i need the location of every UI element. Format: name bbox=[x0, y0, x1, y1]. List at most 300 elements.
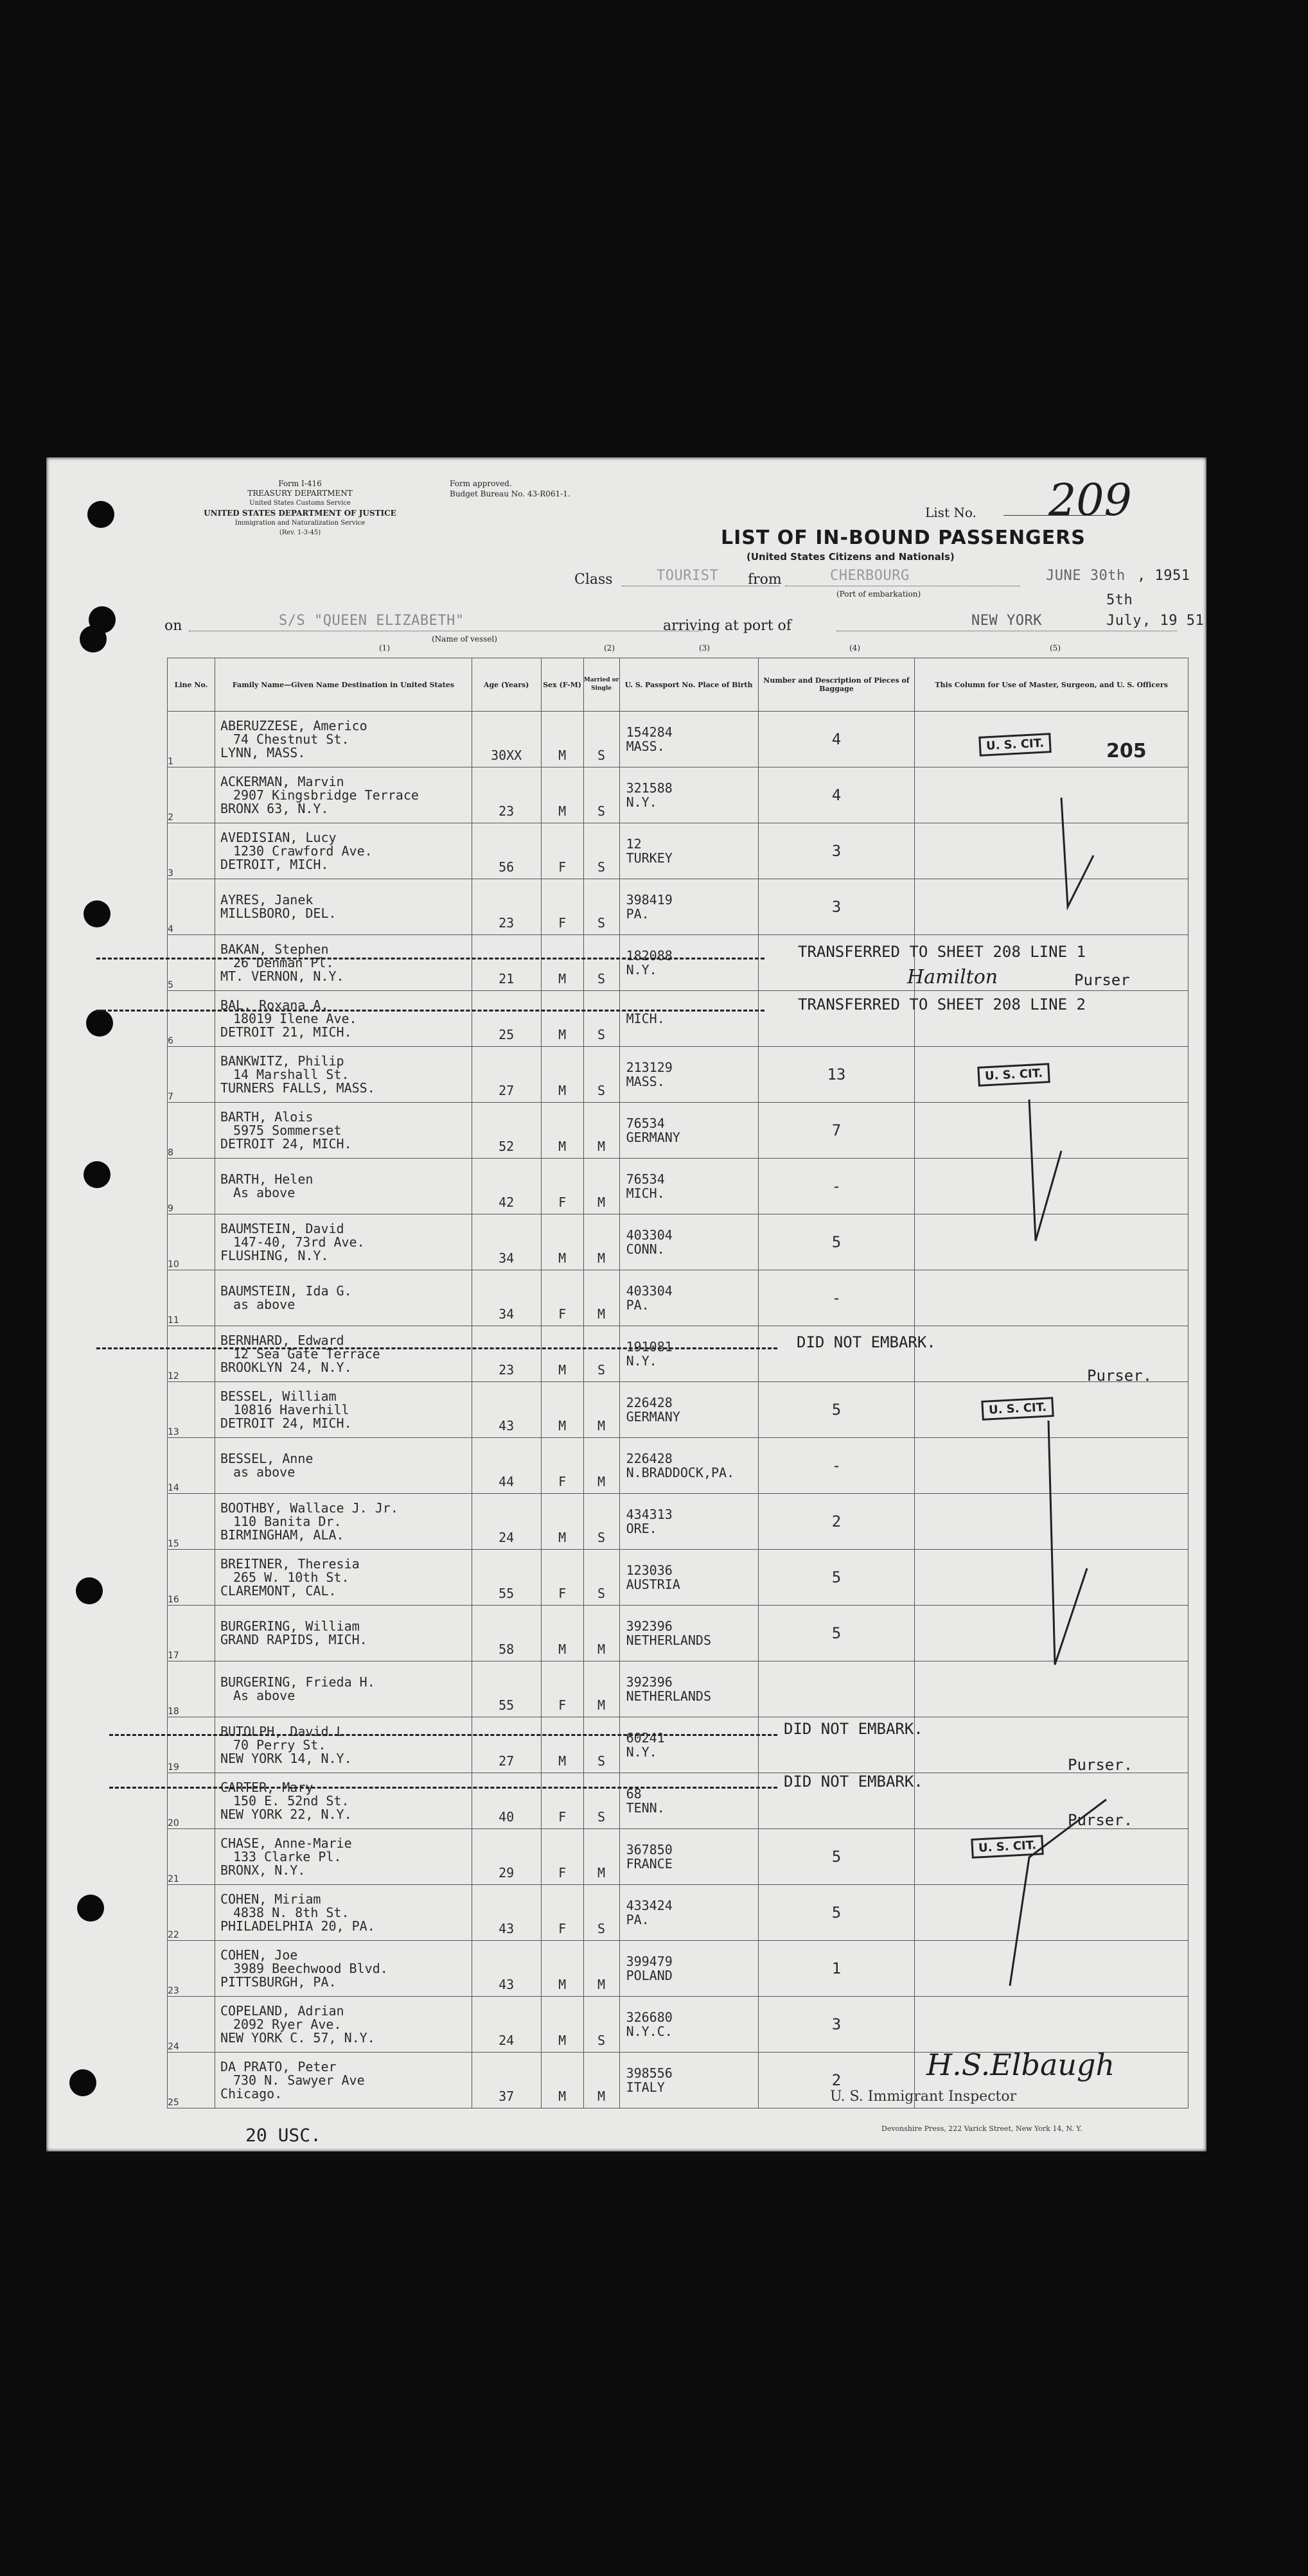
passport-birthplace bbox=[619, 1829, 758, 1885]
place-of-birth: TENN. bbox=[626, 1800, 665, 1816]
line-no bbox=[168, 1159, 215, 1214]
address-line-2: TURNERS FALLS, MASS. bbox=[220, 1080, 375, 1096]
line-number: 12 bbox=[168, 1371, 179, 1381]
header-sex: Sex (F-M) bbox=[541, 658, 583, 712]
passport-birthplace bbox=[619, 1270, 758, 1326]
line-number: 17 bbox=[168, 1651, 179, 1661]
punch-hole bbox=[87, 501, 114, 528]
on-label: on bbox=[164, 618, 182, 634]
name-destination bbox=[215, 991, 472, 1047]
marital-status: M bbox=[583, 1159, 619, 1214]
address-line-1: 12 Sea Gate Terrace bbox=[233, 1345, 380, 1362]
passenger-name: BURGERING, Frieda H. bbox=[220, 1674, 375, 1690]
name-destination bbox=[215, 1941, 472, 1997]
address-line-1: 133 Clarke Pl. bbox=[233, 1848, 342, 1864]
address-line-1: 2907 Kingsbridge Terrace bbox=[233, 787, 419, 803]
address-line-1: 18019 Ilene Ave. bbox=[233, 1010, 357, 1026]
header-officers: This Column for Use of Master, Surgeon, and U. S. Officers bbox=[915, 658, 1189, 712]
sex: F bbox=[541, 1159, 583, 1214]
from-label: from bbox=[748, 572, 782, 588]
passenger-name: CARTER, Mary bbox=[220, 1779, 314, 1795]
address-line-1: 110 Banita Dr. bbox=[233, 1513, 342, 1529]
place-of-birth: NETHERLANDS bbox=[626, 1688, 712, 1704]
arrival-year: , 19 51 bbox=[1142, 613, 1205, 629]
line-no bbox=[168, 1997, 215, 2053]
address-line-2: MT. VERNON, N.Y. bbox=[220, 968, 344, 984]
sex: F bbox=[541, 1829, 583, 1885]
address-line-2: DETROIT 24, MICH. bbox=[220, 1415, 352, 1431]
line-no bbox=[168, 1717, 215, 1773]
marital-status: S bbox=[583, 1717, 619, 1773]
place-of-birth: CONN. bbox=[626, 1241, 665, 1257]
budget-bureau: Budget Bureau No. 43-R061-1. bbox=[450, 489, 570, 498]
did-not-embark-19: DID NOT EMBARK. bbox=[784, 1720, 923, 1738]
treasury-dept: TREASURY DEPARTMENT bbox=[247, 489, 353, 498]
age: 30XX bbox=[472, 712, 541, 767]
passport-birthplace bbox=[619, 1438, 758, 1494]
passenger-name: BAUMSTEIN, David bbox=[220, 1220, 344, 1236]
passenger-name: BESSEL, William bbox=[220, 1388, 337, 1404]
place-of-birth: MASS. bbox=[626, 1074, 665, 1089]
address-line-2: DETROIT, MICH. bbox=[220, 856, 329, 872]
header-baggage: Number and Description of Pieces of Baggage bbox=[758, 658, 915, 712]
address-line-1: 150 E. 52nd St. bbox=[233, 1792, 349, 1809]
passport-number: 226428 bbox=[626, 1395, 673, 1410]
purser-label-19: Purser. bbox=[1068, 1756, 1133, 1774]
col-num-5: (5) bbox=[1050, 644, 1061, 653]
line-no bbox=[168, 2053, 215, 2108]
age: 56 bbox=[472, 823, 541, 879]
line-no bbox=[168, 1103, 215, 1159]
arrival-month: July bbox=[1106, 613, 1142, 629]
passenger-name: AVEDISIAN, Lucy bbox=[220, 829, 337, 845]
passport-number: 399479 bbox=[626, 1954, 673, 1969]
line-no bbox=[168, 935, 215, 991]
marital-status: S bbox=[583, 1047, 619, 1103]
address-line-1: 730 N. Sawyer Ave bbox=[233, 2072, 365, 2088]
passport-birthplace bbox=[619, 1997, 758, 2053]
passport-number: 60241 bbox=[626, 1730, 665, 1746]
baggage-count: - bbox=[758, 1438, 915, 1494]
passport-birthplace bbox=[619, 1773, 758, 1829]
line-number: 14 bbox=[168, 1483, 179, 1493]
address-line-2: MILLSBORO, DEL. bbox=[220, 906, 337, 921]
name-destination bbox=[215, 712, 472, 767]
passport-birthplace bbox=[619, 1717, 758, 1773]
place-of-birth: PA. bbox=[626, 1912, 650, 1927]
sex: F bbox=[541, 879, 583, 935]
line-no bbox=[168, 1326, 215, 1382]
place-of-birth: MICH. bbox=[626, 1011, 665, 1026]
form-approved: Form approved. bbox=[450, 479, 512, 488]
age: 29 bbox=[472, 1829, 541, 1885]
baggage-count: 5 bbox=[758, 1885, 915, 1941]
age: 43 bbox=[472, 1382, 541, 1438]
passenger-name: BREITNER, Theresia bbox=[220, 1555, 360, 1572]
sex: M bbox=[541, 1382, 583, 1438]
strike-line-6 bbox=[96, 1010, 764, 1012]
list-no-label: List No. bbox=[925, 505, 977, 520]
address-line-2: BROOKLYN 24, N.Y. bbox=[220, 1359, 352, 1375]
arrival-day: 5th bbox=[1106, 592, 1133, 608]
passport-number: 398419 bbox=[626, 892, 673, 907]
name-destination bbox=[215, 1270, 472, 1326]
address-line-2: BRONX, N.Y. bbox=[220, 1862, 306, 1878]
baggage-count: 5 bbox=[758, 1214, 915, 1270]
address-line-1: 74 Chestnut St. bbox=[233, 731, 349, 747]
sex: M bbox=[541, 1326, 583, 1382]
baggage-count: 4 bbox=[758, 767, 915, 823]
baggage-count: - bbox=[758, 1270, 915, 1326]
sex: F bbox=[541, 1773, 583, 1829]
passport-birthplace bbox=[619, 935, 758, 991]
age: 43 bbox=[472, 1885, 541, 1941]
punch-hole bbox=[84, 900, 110, 927]
passenger-name: BUTOLPH, David L. bbox=[220, 1723, 352, 1739]
baggage-count: 3 bbox=[758, 823, 915, 879]
passport-number: 226428 bbox=[626, 1451, 673, 1466]
strike-line-5 bbox=[96, 958, 764, 959]
passenger-name: CHASE, Anne-Marie bbox=[220, 1835, 352, 1851]
age: 27 bbox=[472, 1047, 541, 1103]
passport-birthplace bbox=[619, 1550, 758, 1606]
line-number: 3 bbox=[168, 868, 173, 879]
line-number: 13 bbox=[168, 1427, 179, 1437]
line-no bbox=[168, 712, 215, 767]
ins-service: Immigration and Naturalization Service bbox=[234, 520, 366, 527]
line-number: 6 bbox=[168, 1036, 173, 1046]
passport-birthplace bbox=[619, 1885, 758, 1941]
class-label: Class bbox=[574, 572, 613, 588]
table-header-row bbox=[168, 658, 1189, 712]
marital-status: S bbox=[583, 1773, 619, 1829]
address-line-1: 147-40, 73rd Ave. bbox=[233, 1234, 365, 1250]
age: 23 bbox=[472, 879, 541, 935]
passenger-name: BERNHARD, Edward bbox=[220, 1332, 344, 1348]
col-num-3: (3) bbox=[699, 644, 710, 653]
marital-status: M bbox=[583, 1941, 619, 1997]
inspector-signature: H.S.Elbaugh bbox=[926, 2047, 1115, 2082]
passenger-name: BAKAN, Stephen bbox=[220, 941, 329, 957]
sex: F bbox=[541, 1438, 583, 1494]
place-of-birth: N.Y. bbox=[626, 1744, 657, 1760]
name-destination bbox=[215, 1885, 472, 1941]
name-destination bbox=[215, 1773, 472, 1829]
header-married: Married or Single bbox=[583, 658, 619, 712]
place-of-birth: MASS. bbox=[626, 739, 665, 754]
passport-number: 76534 bbox=[626, 1116, 665, 1131]
passport-birthplace bbox=[619, 1159, 758, 1214]
sex: M bbox=[541, 1606, 583, 1661]
line-number: 7 bbox=[168, 1092, 173, 1102]
address-line-1: 1230 Crawford Ave. bbox=[233, 843, 373, 859]
header-name: Family Name—Given Name Destination in United States bbox=[215, 658, 472, 712]
address-line-1: as above bbox=[233, 1464, 296, 1480]
age: 23 bbox=[472, 1326, 541, 1382]
place-of-birth: PA. bbox=[626, 1297, 650, 1313]
passenger-name: BESSEL, Anne bbox=[220, 1451, 314, 1466]
place-of-birth: GERMANY bbox=[626, 1409, 680, 1424]
passenger-name: BARTH, Helen bbox=[220, 1171, 314, 1187]
passport-birthplace bbox=[619, 1103, 758, 1159]
embark-caption: (Port of embarkation) bbox=[836, 590, 921, 599]
passport-birthplace bbox=[619, 767, 758, 823]
vessel-caption: (Name of vessel) bbox=[432, 635, 497, 644]
address-line-2: PITTSBURGH, PA. bbox=[220, 1974, 337, 1990]
age: 25 bbox=[472, 991, 541, 1047]
name-destination bbox=[215, 1326, 472, 1382]
marital-status: S bbox=[583, 1997, 619, 2053]
name-destination bbox=[215, 823, 472, 879]
col-num-4: (4) bbox=[849, 644, 860, 653]
baggage-count: 13 bbox=[758, 1047, 915, 1103]
sex: M bbox=[541, 1214, 583, 1270]
age: 55 bbox=[472, 1550, 541, 1606]
place-of-birth: MICH. bbox=[626, 1186, 665, 1201]
baggage-count: - bbox=[758, 1159, 915, 1214]
age: 21 bbox=[472, 935, 541, 991]
passenger-name: COHEN, Joe bbox=[220, 1947, 298, 1963]
address-line-1: 265 W. 10th St. bbox=[233, 1569, 349, 1585]
place-of-birth: NETHERLANDS bbox=[626, 1633, 712, 1648]
passenger-name: BARTH, Alois bbox=[220, 1108, 314, 1125]
vessel-value: S/S "QUEEN ELIZABETH" bbox=[279, 613, 464, 629]
name-destination bbox=[215, 1606, 472, 1661]
sex: M bbox=[541, 1717, 583, 1773]
name-destination bbox=[215, 1214, 472, 1270]
marital-status: S bbox=[583, 935, 619, 991]
passport-birthplace bbox=[619, 1661, 758, 1717]
passport-birthplace bbox=[619, 1606, 758, 1661]
age: 58 bbox=[472, 1606, 541, 1661]
marital-status: S bbox=[583, 1550, 619, 1606]
address-line-1: As above bbox=[233, 1185, 296, 1200]
passport-number: 367850 bbox=[626, 1842, 673, 1857]
line-no bbox=[168, 991, 215, 1047]
passport-birthplace bbox=[619, 991, 758, 1047]
passenger-name: BAL, Roxana A. bbox=[220, 997, 329, 1013]
from-value: CHERBOURG bbox=[830, 568, 910, 584]
passport-number: 191081 bbox=[626, 1339, 673, 1354]
passenger-list-sheet bbox=[46, 457, 1206, 2151]
sex: M bbox=[541, 1103, 583, 1159]
passport-birthplace bbox=[619, 712, 758, 767]
baggage-count: 4 bbox=[758, 712, 915, 767]
place-of-birth: TURKEY bbox=[626, 850, 673, 866]
line-number: 20 bbox=[168, 1818, 179, 1828]
passport-number: 326680 bbox=[626, 2010, 673, 2025]
place-of-birth: ORE. bbox=[626, 1521, 657, 1536]
name-destination bbox=[215, 1159, 472, 1214]
address-line-2: GRAND RAPIDS, MICH. bbox=[220, 1632, 367, 1647]
passenger-name: AYRES, Janek bbox=[220, 892, 314, 907]
address-line-1: 4838 N. 8th St. bbox=[233, 1904, 349, 1920]
punch-hole bbox=[80, 626, 107, 653]
line-no bbox=[168, 1494, 215, 1550]
port-value: NEW YORK bbox=[971, 613, 1042, 629]
did-not-embark-20: DID NOT EMBARK. bbox=[784, 1773, 923, 1791]
punch-hole bbox=[86, 1010, 113, 1037]
place-of-birth: AUSTRIA bbox=[626, 1577, 680, 1592]
passport-number: 213129 bbox=[626, 1060, 673, 1075]
name-destination bbox=[215, 1550, 472, 1606]
name-destination bbox=[215, 1494, 472, 1550]
line-number: 4 bbox=[168, 924, 173, 934]
header-line-no: Line No. bbox=[168, 658, 215, 712]
line-no bbox=[168, 1550, 215, 1606]
line-no bbox=[168, 1270, 215, 1326]
line-number: 25 bbox=[168, 2098, 179, 2108]
passport-number: 68 bbox=[626, 1786, 642, 1801]
place-of-birth: POLAND bbox=[626, 1968, 673, 1983]
marital-status: M bbox=[583, 1829, 619, 1885]
baggage-count: 2 bbox=[758, 1494, 915, 1550]
passport-number: 398556 bbox=[626, 2065, 673, 2081]
date-year: , 1951 bbox=[1137, 568, 1190, 584]
sex: M bbox=[541, 1941, 583, 1997]
inspector-label: U. S. Immigrant Inspector bbox=[830, 2089, 1017, 2105]
address-line-1: 14 Marshall St. bbox=[233, 1066, 349, 1082]
name-destination bbox=[215, 1103, 472, 1159]
place-of-birth: PA. bbox=[626, 906, 650, 922]
line-no bbox=[168, 1606, 215, 1661]
place-of-birth: N.Y.C. bbox=[626, 2024, 673, 2039]
passport-birthplace bbox=[619, 1214, 758, 1270]
us-cit-stamp-4: U. S. CIT. bbox=[971, 1835, 1044, 1859]
name-destination bbox=[215, 1438, 472, 1494]
passenger-name: ABERUZZESE, Americo bbox=[220, 717, 367, 733]
transferred-note-1: TRANSFERRED TO SHEET 208 LINE 1 bbox=[798, 943, 1086, 961]
sex: F bbox=[541, 1550, 583, 1606]
passport-number: 392396 bbox=[626, 1674, 673, 1690]
customs-service: United States Customs Service bbox=[249, 500, 351, 507]
line-no bbox=[168, 1047, 215, 1103]
line-no bbox=[168, 1438, 215, 1494]
sex: F bbox=[541, 1661, 583, 1717]
line-no bbox=[168, 1829, 215, 1885]
passport-number: 434313 bbox=[626, 1507, 673, 1522]
passenger-name: BOOTHBY, Wallace J. Jr. bbox=[220, 1500, 398, 1516]
marital-status: S bbox=[583, 879, 619, 935]
passenger-name: BANKWITZ, Philip bbox=[220, 1053, 344, 1069]
footer-left: 20 USC. bbox=[245, 2125, 322, 2146]
passport-birthplace bbox=[619, 879, 758, 935]
line-no bbox=[168, 823, 215, 879]
marital-status: M bbox=[583, 1661, 619, 1717]
us-cit-stamp: U. S. CIT. bbox=[978, 733, 1052, 757]
address-line-2: NEW YORK C. 57, N.Y. bbox=[220, 2029, 375, 2046]
baggage-count: 5 bbox=[758, 1606, 915, 1661]
passport-number: 392396 bbox=[626, 1618, 673, 1634]
passport-birthplace bbox=[619, 1494, 758, 1550]
marital-status: M bbox=[583, 1214, 619, 1270]
address-line-2: CLAREMONT, CAL. bbox=[220, 1582, 337, 1599]
line-number: 2 bbox=[168, 812, 173, 823]
place-of-birth: N.BRADDOCK,PA. bbox=[626, 1465, 735, 1480]
name-destination bbox=[215, 1047, 472, 1103]
baggage-count: 3 bbox=[758, 1997, 915, 2053]
age: 34 bbox=[472, 1270, 541, 1326]
punch-hole bbox=[76, 1577, 103, 1604]
did-not-embark-12: DID NOT EMBARK. bbox=[797, 1333, 936, 1351]
name-destination bbox=[215, 2053, 472, 2108]
line-number: 23 bbox=[168, 1986, 179, 1996]
address-line-2: DETROIT 21, MICH. bbox=[220, 1024, 352, 1040]
age: 23 bbox=[472, 767, 541, 823]
line-no bbox=[168, 1773, 215, 1829]
passenger-name: DA PRATO, Peter bbox=[220, 2058, 337, 2074]
passenger-name: ACKERMAN, Marvin bbox=[220, 773, 344, 789]
name-destination bbox=[215, 1997, 472, 2053]
line-number: 11 bbox=[168, 1315, 179, 1326]
punch-hole bbox=[84, 1161, 110, 1188]
line-number: 1 bbox=[168, 757, 173, 767]
arriving-label: arriving at port of bbox=[663, 618, 791, 634]
header-passport: U. S. Passport No. Place of Birth bbox=[619, 658, 758, 712]
baggage-count: 5 bbox=[758, 1550, 915, 1606]
line-number: 21 bbox=[168, 1874, 179, 1884]
officers-column bbox=[915, 712, 1189, 767]
purser-initials: Hamilton bbox=[907, 966, 998, 988]
baggage-count: 7 bbox=[758, 1103, 915, 1159]
passport-number: 182088 bbox=[626, 948, 673, 963]
line-number: 24 bbox=[168, 2042, 179, 2052]
passport-number: 403304 bbox=[626, 1283, 673, 1299]
passenger-name: COHEN, Miriam bbox=[220, 1891, 321, 1907]
marital-status: S bbox=[583, 991, 619, 1047]
passenger-name: BURGERING, William bbox=[220, 1618, 360, 1634]
sex: M bbox=[541, 1047, 583, 1103]
list-subtitle: (United States Citizens and Nationals) bbox=[747, 551, 955, 563]
sex: M bbox=[541, 1997, 583, 2053]
age: 24 bbox=[472, 1997, 541, 2053]
place-of-birth: N.Y. bbox=[626, 962, 657, 977]
sex: M bbox=[541, 1494, 583, 1550]
address-line-1: As above bbox=[233, 1688, 296, 1703]
purser-label-1: Purser bbox=[1074, 971, 1130, 989]
address-line-1: as above bbox=[233, 1297, 296, 1312]
name-destination bbox=[215, 879, 472, 935]
sex: F bbox=[541, 823, 583, 879]
line-number: 10 bbox=[168, 1259, 179, 1270]
sex: M bbox=[541, 712, 583, 767]
name-destination bbox=[215, 1829, 472, 1885]
passport-birthplace bbox=[619, 2053, 758, 2108]
age: 52 bbox=[472, 1103, 541, 1159]
strike-line-19 bbox=[109, 1734, 777, 1736]
class-value: TOURIST bbox=[657, 568, 719, 584]
address-line-1: 26 Denman Pl. bbox=[233, 954, 334, 970]
marital-status: M bbox=[583, 1270, 619, 1326]
place-of-birth: GERMANY bbox=[626, 1130, 680, 1145]
marital-status: M bbox=[583, 1606, 619, 1661]
passenger-name: COPELAND, Adrian bbox=[220, 2002, 344, 2019]
marital-status: S bbox=[583, 823, 619, 879]
passport-number: 403304 bbox=[626, 1227, 673, 1243]
line-number: 8 bbox=[168, 1148, 173, 1158]
age: 37 bbox=[472, 2053, 541, 2108]
marital-status: S bbox=[583, 767, 619, 823]
baggage-count bbox=[758, 1661, 915, 1717]
place-of-birth: N.Y. bbox=[626, 1353, 657, 1369]
passport-number: 123036 bbox=[626, 1563, 673, 1578]
punch-hole bbox=[77, 1895, 104, 1922]
col-num-2: (2) bbox=[604, 644, 615, 653]
line-no bbox=[168, 1941, 215, 1997]
age: 43 bbox=[472, 1941, 541, 1997]
address-line-2: NEW YORK 14, N.Y. bbox=[220, 1750, 352, 1766]
passport-number: 12 bbox=[626, 836, 642, 852]
